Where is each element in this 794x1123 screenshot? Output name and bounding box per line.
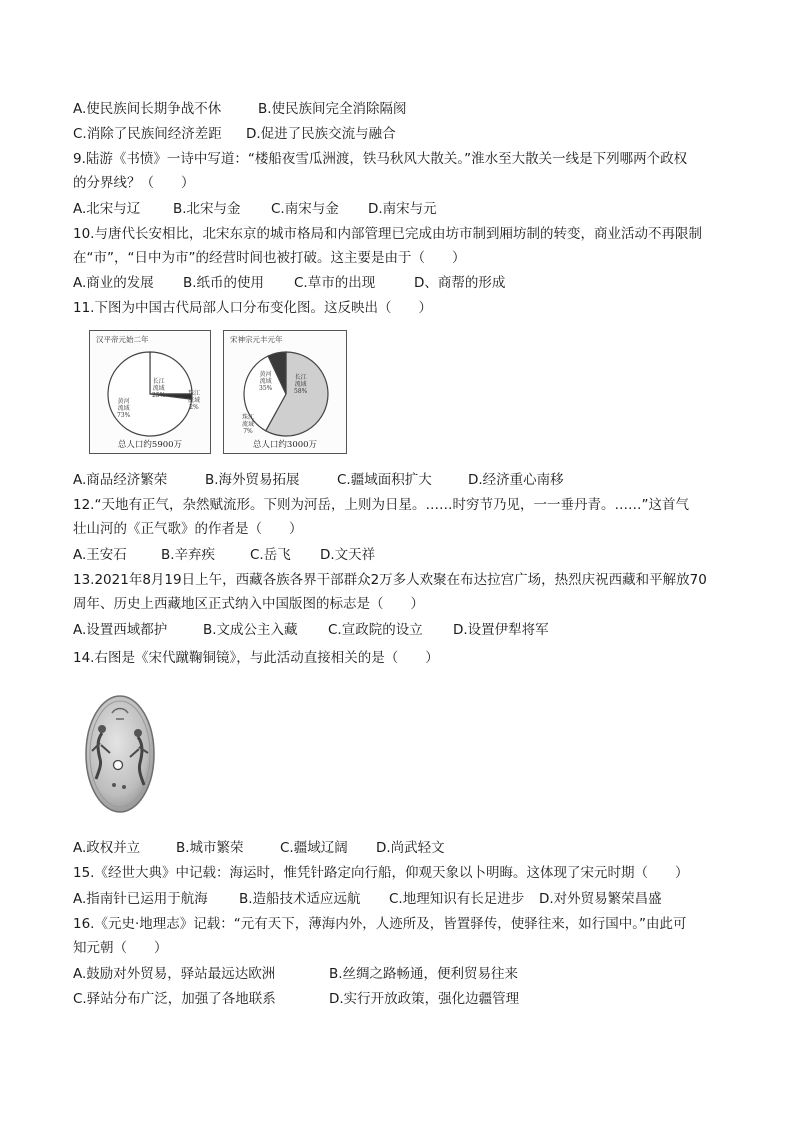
- q11-option-b: B.海外贸易拓展: [205, 472, 300, 488]
- pie-label-song-huanghe: 黄河 流域 35%: [259, 371, 273, 392]
- q12-stem-line1: 12.“天地有正气，杂然赋流形。下则为河岳，上则为日星。……时穷节乃见，一一垂丹青。……”这首气: [73, 497, 689, 513]
- q8-option-a: A.使民族间长期争战不休: [73, 101, 222, 117]
- q15-stem: 15.《经世大典》中记载：海运时，惟凭针路定向行船，仰观天象以卜明晦。这体现了宋元时期（ ）: [73, 865, 689, 881]
- q15-option-c: C.地理知识有长足进步: [389, 891, 525, 907]
- q16-options-row1: [73, 965, 518, 983]
- q16-stem-line1: 16.《元史·地理志》记载：“元有天下，薄海内外，人迹所及，皆置驿传，使驿往来，如行国中。”由此可: [73, 916, 687, 932]
- q16-option-c: C.驿站分布广泛，加强了各地联系: [73, 991, 276, 1007]
- q12-option-a: A.王安石: [73, 547, 127, 563]
- q9-option-a: A.北宋与辽: [73, 201, 141, 217]
- pie-label-han-huanghe: 黄河 流域 73%: [117, 398, 131, 419]
- q8-option-b: B.使民族间完全消除隔阂: [258, 101, 407, 117]
- q12-options: [73, 546, 375, 564]
- q13-stem-line1: 13.2021年8月19日上午，西藏各族各界干部群众2万多人欢聚在布达拉宫广场，热烈庆祝西藏和平解放70: [73, 572, 707, 588]
- q14-option-c: C.疆域辽阔: [280, 840, 348, 856]
- pie-total-han: 总人口约5900万: [117, 440, 183, 450]
- q11-option-d: D.经济重心南移: [468, 472, 564, 488]
- q10-option-d: D、商帮的形成: [414, 275, 506, 291]
- q16-stem-line2: 知元朝（ ）: [73, 940, 168, 956]
- q15-options: [73, 890, 662, 908]
- q16-option-b: B.丝绸之路畅通，便利贸易往来: [329, 966, 519, 982]
- song-cuju-bronze-mirror-image: [84, 693, 156, 815]
- q16-option-a: A.鼓励对外贸易，驿站最远达欧洲: [73, 966, 276, 982]
- q8-option-c: C.消除了民族间经济差距: [73, 126, 222, 142]
- q12-option-b: B.辛弃疾: [161, 547, 216, 563]
- q9-options: [73, 200, 437, 218]
- pie-label-han-changjiang: 长江 流域 25%: [152, 378, 166, 399]
- q11-option-a: A.商品经济繁荣: [73, 472, 168, 488]
- q15-option-a: A.指南针已运用于航海: [73, 891, 208, 907]
- pie-label-han-zhujiang: 珠江 流域 2%: [188, 390, 201, 411]
- q8-options-row2: [73, 125, 396, 143]
- q11-options: [73, 471, 564, 489]
- q9-stem-line1: 9.陆游《书愤》一诗中写道：“楼船夜雪瓜洲渡，铁马秋风大散关。”淮水至大散关一线是下列哪两个政权: [73, 151, 688, 167]
- q11-stem: 11.下图为中国古代局部人口分布变化图。这反映出（ ）: [73, 300, 432, 316]
- q15-option-d: D.对外贸易繁荣昌盛: [539, 891, 662, 907]
- q11-option-c: C.疆域面积扩大: [337, 472, 432, 488]
- q10-option-a: A.商业的发展: [73, 275, 154, 291]
- q13-options: [73, 621, 549, 639]
- q16-option-d: D.实行开放政策，强化边疆管理: [329, 991, 520, 1007]
- q13-stem-line2: 周年、历史上西藏地区正式纳入中国版图的标志是（ ）: [73, 596, 424, 612]
- q15-option-b: B.造船技术适应远航: [239, 891, 361, 907]
- q10-option-b: B.纸币的使用: [183, 275, 265, 291]
- q12-option-d: D.文天祥: [320, 547, 376, 563]
- pie-title-han: 汉平帝元始二年: [96, 335, 149, 344]
- population-pie-chart-song: [223, 330, 347, 454]
- pie-title-song: 宋神宗元丰元年: [230, 335, 283, 344]
- q10-stem-line1: 10.与唐代长安相比，北宋东京的城市格局和内部管理已完成由坊市制到厢坊制的转变，商业活动不再限制: [73, 226, 702, 242]
- pie-label-song-zhujiang: 珠江 流域 7%: [242, 414, 255, 435]
- q14-option-a: A.政权并立: [73, 840, 141, 856]
- q16-options-row2: [73, 990, 519, 1008]
- q8-options-row1: [73, 100, 407, 118]
- q9-option-b: B.北宋与金: [173, 201, 241, 217]
- q9-option-d: D.南宋与元: [368, 201, 437, 217]
- q13-option-a: A.设置西域都护: [73, 622, 168, 638]
- population-pie-chart-han: [89, 330, 211, 454]
- q12-stem-line2: 壮山河的《正气歌》的作者是（ ）: [73, 521, 303, 537]
- q14-option-d: D.尚武轻文: [376, 840, 445, 856]
- pie-label-song-changjiang: 长江 流域 58%: [294, 374, 308, 395]
- q14-stem: 14.右图是《宋代蹴鞠铜镜》，与此活动直接相关的是（ ）: [73, 650, 439, 666]
- q10-stem-line2: 在“市”，“日中为市”的经营时间也被打破。这主要是由于（ ）: [73, 250, 466, 266]
- q14-option-b: B.城市繁荣: [176, 840, 244, 856]
- q9-option-c: C.南宋与金: [271, 201, 339, 217]
- q13-option-d: D.设置伊犁将军: [453, 622, 549, 638]
- q10-options: [73, 274, 505, 292]
- q14-options: [73, 839, 445, 857]
- q12-option-c: C.岳飞: [250, 547, 291, 563]
- q8-option-d: D.促进了民族交流与融合: [246, 126, 396, 142]
- q13-option-b: B.文成公主入藏: [203, 622, 298, 638]
- q9-stem-line2: 的分界线？（ ）: [73, 175, 195, 191]
- pie-total-song: 总人口约3000万: [252, 440, 318, 450]
- q13-option-c: C.宣政院的设立: [328, 622, 423, 638]
- q10-option-c: C.草市的出现: [294, 275, 376, 291]
